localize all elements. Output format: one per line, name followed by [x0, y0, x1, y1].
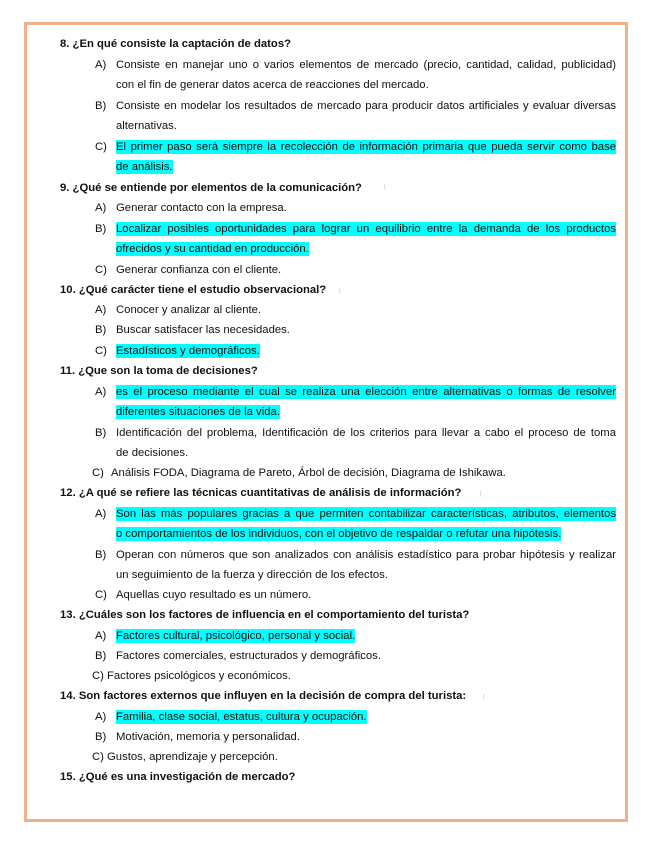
q14-option-c: Gustos, aprendizaje y percepción. — [107, 751, 278, 763]
option-label: C) — [92, 751, 104, 763]
q13-option-a-highlighted: Factores cultural, psicológico, personal y social. — [116, 630, 356, 642]
question-13-title: 13. ¿Cuáles son los factores de influencia en el comportamiento del turista? — [60, 609, 470, 621]
option-label: B) — [95, 427, 107, 439]
q8-option-c-line1-highlighted: El primer paso será siempre la recolección de información primaria que pueda servir como base — [116, 141, 616, 153]
q13-option-b: Factores comerciales, estructurados y demográficos. — [116, 650, 381, 662]
q11-option-c: Análisis FODA, Diagrama de Pareto, Árbol de decisión, Diagrama de Ishikawa. — [111, 467, 506, 479]
option-label: B) — [95, 100, 107, 112]
option-label: C) — [95, 141, 107, 153]
option-label: B) — [95, 731, 107, 743]
q10-option-c-highlighted: Estadísticos y demográficos. — [116, 345, 260, 357]
option-label: A) — [95, 59, 107, 71]
q13-option-c: Factores psicológicos y económicos. — [107, 670, 291, 682]
option-label: C) — [95, 589, 107, 601]
q12-option-b-line1: Operan con números que son analizados con análisis estadístico para probar hipótesis y realizar — [116, 549, 616, 561]
stray-mark — [384, 183, 388, 190]
q12-option-b-line2: un seguimiento de la fuerza y dirección de los efectos. — [116, 569, 388, 581]
option-label: B) — [95, 549, 107, 561]
q9-option-b-line1-highlighted: Localizar posibles oportunidades para lograr un equilibrio entre la demanda de los productos — [116, 223, 616, 235]
q9-option-a: Generar contacto con la empresa. — [116, 202, 287, 214]
q12-option-a-line1-highlighted: Son las más populares gracias a que permiten contabilizar características, atributos, elementos — [116, 508, 616, 520]
q14-option-b: Motivación, memoria y personalidad. — [116, 731, 300, 743]
option-label: A) — [95, 711, 107, 723]
q9-option-b-line2-highlighted: ofrecidos y su cantidad en producción. — [116, 243, 309, 255]
q10-option-b: Buscar satisfacer las necesidades. — [116, 324, 290, 336]
q9-option-c: Generar confianza con el cliente. — [116, 264, 282, 276]
q14-option-a-highlighted: Familia, clase social, estatus, cultura y ocupación. — [116, 711, 367, 723]
question-10-title: 10. ¿Qué carácter tiene el estudio observacional? — [60, 284, 327, 296]
option-label: B) — [95, 223, 107, 235]
q11-option-a-line2-highlighted: diferentes situaciones de la vida. — [116, 406, 280, 418]
option-label: C) — [95, 264, 107, 276]
stray-mark — [339, 287, 343, 294]
option-label: B) — [95, 650, 107, 662]
question-11-title: 11. ¿Que son la toma de decisiones? — [60, 365, 258, 377]
q10-option-a: Conocer y analizar al cliente. — [116, 304, 262, 316]
option-label: C) — [92, 467, 104, 479]
q11-option-b-line2: de decisiones. — [116, 447, 189, 459]
q8-option-c-line2-highlighted: de análisis. — [116, 161, 173, 173]
q8-option-a-line2: con el fin de generar datos acerca de reacciones del mercado. — [116, 79, 429, 91]
option-label: B) — [95, 324, 107, 336]
question-12-title: 12. ¿A qué se refiere las técnicas cuantitativas de análisis de información? — [60, 487, 462, 499]
stray-mark — [483, 693, 487, 700]
q8-option-a-line1: Consiste en manejar uno o varios elementos de mercado (precio, cantidad, calidad, publicidad) — [116, 59, 616, 71]
option-label: A) — [95, 630, 107, 642]
option-label: C) — [95, 345, 107, 357]
q8-option-b-line2: alternativas. — [116, 120, 177, 132]
option-label: A) — [95, 386, 107, 398]
option-label: A) — [95, 202, 107, 214]
option-label: C) — [92, 670, 104, 682]
q12-option-a-line2-highlighted: o comportamientos de los individuos, con el objetivo de respaldar o refutar una hipótesis. — [116, 528, 562, 540]
q11-option-a-line1-highlighted: es el proceso mediante el cual se realiza una elección entre alternativas o formas de resolver — [116, 386, 616, 398]
question-9-title: 9. ¿Qué se entiende por elementos de la comunicación? — [60, 182, 362, 194]
q12-option-c: Aquellas cuyo resultado es un número. — [116, 589, 312, 601]
option-label: A) — [95, 304, 107, 316]
question-14-title: 14. Son factores externos que influyen en la decisión de compra del turista: — [60, 690, 467, 702]
q11-option-b-line1: Identificación del problema, Identificación de los criterios para llevar a cabo el proceso de toma — [116, 427, 616, 439]
question-8-title: 8. ¿En qué consiste la captación de datos? — [60, 38, 292, 50]
stray-mark — [480, 490, 484, 497]
option-label: A) — [95, 508, 107, 520]
q8-option-b-line1: Consiste en modelar los resultados de mercado para producir datos artificiales y evaluar diversas — [116, 100, 616, 112]
question-15-title: 15. ¿Qué es una investigación de mercado? — [60, 771, 296, 783]
